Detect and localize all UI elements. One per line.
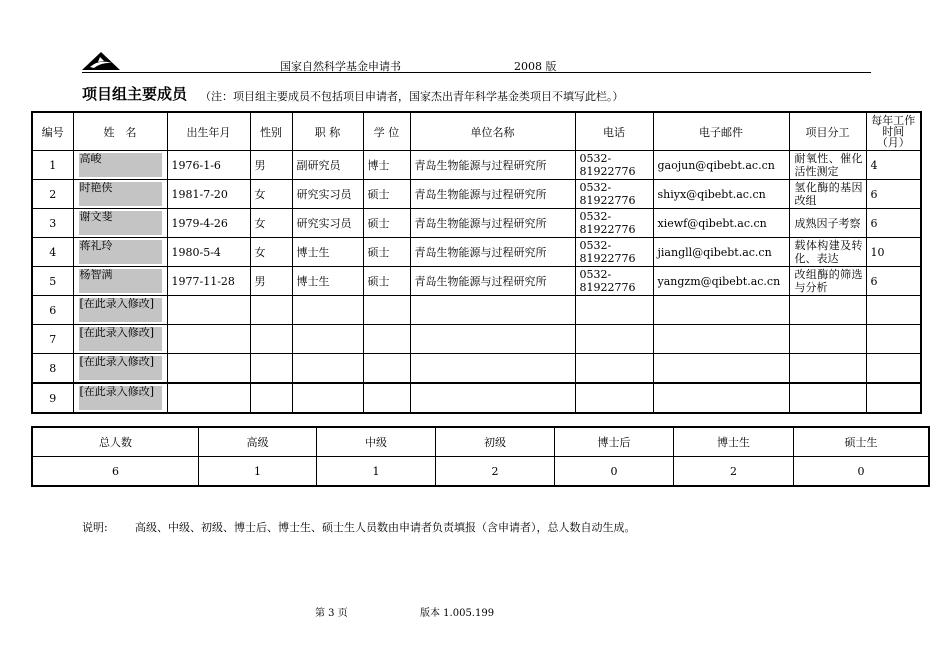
member-task: 成熟因子考察 bbox=[789, 209, 866, 238]
col-header-phone: 电话 bbox=[575, 112, 653, 151]
table-row bbox=[32, 354, 921, 384]
member-name-field[interactable]: 谢文斐 bbox=[79, 211, 162, 235]
member-no: 7 bbox=[32, 325, 73, 354]
member-unit: 青岛生物能源与过程研究所 bbox=[410, 180, 575, 209]
member-unit bbox=[410, 296, 575, 325]
summary-header-cell: 初级 bbox=[436, 427, 555, 457]
member-title bbox=[292, 383, 363, 413]
member-task bbox=[789, 325, 866, 354]
member-gender: 女 bbox=[250, 180, 292, 209]
member-months: 4 bbox=[866, 151, 921, 180]
member-task: 氢化酶的基因改组 bbox=[789, 180, 866, 209]
member-task: 耐氧性、催化活性测定 bbox=[789, 151, 866, 180]
member-name-cell bbox=[73, 209, 167, 238]
header-version: 2008 版 bbox=[514, 60, 557, 73]
footer-version: 版本 1.005.199 bbox=[420, 608, 495, 619]
summary-value-cell: 2 bbox=[674, 457, 794, 487]
member-unit: 青岛生物能源与过程研究所 bbox=[410, 238, 575, 267]
member-task bbox=[789, 296, 866, 325]
member-phone: 0532-81922776 bbox=[575, 209, 653, 238]
summary-value-cell: 0 bbox=[794, 457, 930, 487]
col-header-unit: 单位名称 bbox=[410, 112, 575, 151]
member-gender bbox=[250, 325, 292, 354]
member-name-cell bbox=[73, 180, 167, 209]
summary-value-cell: 0 bbox=[555, 457, 674, 487]
member-birth bbox=[167, 383, 250, 413]
member-email: yangzm@qibebt.ac.cn bbox=[653, 267, 789, 296]
summary-value-cell: 1 bbox=[199, 457, 317, 487]
table-row bbox=[32, 325, 921, 354]
member-no: 2 bbox=[32, 180, 73, 209]
member-email bbox=[653, 383, 789, 413]
section-title: 项目组主要成员 bbox=[82, 85, 188, 103]
member-unit bbox=[410, 354, 575, 384]
member-no: 1 bbox=[32, 151, 73, 180]
member-title bbox=[292, 325, 363, 354]
col-header-title: 职 称 bbox=[292, 112, 363, 151]
member-unit: 青岛生物能源与过程研究所 bbox=[410, 151, 575, 180]
member-phone bbox=[575, 325, 653, 354]
member-no: 3 bbox=[32, 209, 73, 238]
member-unit: 青岛生物能源与过程研究所 bbox=[410, 267, 575, 296]
member-name-field[interactable]: [在此录入修改] bbox=[79, 386, 162, 410]
member-months: 6 bbox=[866, 267, 921, 296]
col-header-no: 编号 bbox=[32, 112, 73, 151]
member-months: 6 bbox=[866, 180, 921, 209]
member-name-cell bbox=[73, 151, 167, 180]
member-birth bbox=[167, 325, 250, 354]
member-title: 副研究员 bbox=[292, 151, 363, 180]
member-title: 博士生 bbox=[292, 238, 363, 267]
member-gender: 男 bbox=[250, 151, 292, 180]
member-name-cell bbox=[73, 354, 167, 384]
member-unit bbox=[410, 325, 575, 354]
member-months: 10 bbox=[866, 238, 921, 267]
member-email bbox=[653, 354, 789, 384]
member-degree: 博士 bbox=[363, 151, 410, 180]
member-name-cell bbox=[73, 325, 167, 354]
member-name-field[interactable]: [在此录入修改] bbox=[79, 327, 162, 351]
table-row bbox=[32, 151, 921, 180]
member-name-field[interactable]: 蒋礼玲 bbox=[79, 240, 162, 264]
member-months bbox=[866, 383, 921, 413]
member-task bbox=[789, 383, 866, 413]
member-gender: 女 bbox=[250, 209, 292, 238]
col-header-birth: 出生年月 bbox=[167, 112, 250, 151]
member-title: 研究实习员 bbox=[292, 209, 363, 238]
member-degree: 硕士 bbox=[363, 209, 410, 238]
member-gender bbox=[250, 383, 292, 413]
member-months: 6 bbox=[866, 209, 921, 238]
col-header-degree: 学 位 bbox=[363, 112, 410, 151]
member-months bbox=[866, 296, 921, 325]
member-phone bbox=[575, 383, 653, 413]
member-months bbox=[866, 354, 921, 384]
member-gender bbox=[250, 296, 292, 325]
table-row bbox=[32, 180, 921, 209]
member-degree: 硕士 bbox=[363, 238, 410, 267]
table-row bbox=[32, 238, 921, 267]
summary-header-cell: 硕士生 bbox=[794, 427, 930, 457]
member-task bbox=[789, 354, 866, 384]
col-header-name: 姓 名 bbox=[73, 112, 167, 151]
summary-value-cell: 1 bbox=[317, 457, 436, 487]
member-name-field[interactable]: [在此录入修改] bbox=[79, 298, 162, 322]
member-title bbox=[292, 354, 363, 384]
footer-page-number: 第 3 页 bbox=[315, 608, 348, 619]
member-birth: 1980-5-4 bbox=[167, 238, 250, 267]
member-task: 载体构建及转化、表达 bbox=[789, 238, 866, 267]
section-note: （注：项目组主要成员不包括项目申请者，国家杰出青年科学基金类项目不填写此栏。） bbox=[200, 90, 624, 103]
member-gender bbox=[250, 354, 292, 384]
member-no: 8 bbox=[32, 354, 73, 384]
member-phone bbox=[575, 296, 653, 325]
note-text: 高级、中级、初级、博士后、博士生、硕士生人员数由申请者负责填报（含申请者），总人数自动生成。 bbox=[135, 521, 636, 534]
member-name-cell bbox=[73, 267, 167, 296]
member-birth bbox=[167, 354, 250, 384]
member-degree bbox=[363, 354, 410, 384]
member-unit: 青岛生物能源与过程研究所 bbox=[410, 209, 575, 238]
member-degree: 硕士 bbox=[363, 267, 410, 296]
member-name-field[interactable]: 时艳侠 bbox=[79, 182, 162, 206]
summary-header-row bbox=[32, 427, 929, 457]
member-email bbox=[653, 296, 789, 325]
nsfc-logo-icon bbox=[82, 50, 120, 72]
member-name-cell bbox=[73, 296, 167, 325]
table-row bbox=[32, 267, 921, 296]
summary-header-cell: 博士后 bbox=[555, 427, 674, 457]
summary-header-cell: 博士生 bbox=[674, 427, 794, 457]
member-email: gaojun@qibebt.ac.cn bbox=[653, 151, 789, 180]
member-months bbox=[866, 325, 921, 354]
member-birth: 1976-1-6 bbox=[167, 151, 250, 180]
table-row bbox=[32, 209, 921, 238]
member-title: 研究实习员 bbox=[292, 180, 363, 209]
member-birth: 1981-7-20 bbox=[167, 180, 250, 209]
member-email: jiangll@qibebt.ac.cn bbox=[653, 238, 789, 267]
summary-header-cell: 中级 bbox=[317, 427, 436, 457]
header-title: 国家自然科学基金申请书 bbox=[280, 60, 401, 73]
summary-header-cell: 高级 bbox=[199, 427, 317, 457]
summary-value-cell: 6 bbox=[32, 457, 199, 487]
summary-value-row bbox=[32, 457, 929, 487]
member-name-field[interactable]: 杨智满 bbox=[79, 269, 162, 293]
member-name-cell bbox=[73, 383, 167, 413]
member-degree bbox=[363, 383, 410, 413]
summary-value-cell: 2 bbox=[436, 457, 555, 487]
member-degree: 硕士 bbox=[363, 180, 410, 209]
col-header-gender: 性别 bbox=[250, 112, 292, 151]
member-no: 9 bbox=[32, 383, 73, 413]
member-no: 6 bbox=[32, 296, 73, 325]
member-name-field[interactable]: 高峻 bbox=[79, 153, 162, 177]
header-divider bbox=[82, 72, 871, 73]
member-title: 博士生 bbox=[292, 267, 363, 296]
col-header-months: 每年工作时间（月） bbox=[866, 112, 921, 151]
members-table bbox=[31, 111, 922, 414]
member-phone: 0532-81922776 bbox=[575, 180, 653, 209]
member-phone: 0532-81922776 bbox=[575, 151, 653, 180]
member-birth: 1979-4-26 bbox=[167, 209, 250, 238]
member-birth: 1977-11-28 bbox=[167, 267, 250, 296]
member-phone: 0532-81922776 bbox=[575, 267, 653, 296]
table-row bbox=[32, 383, 921, 413]
col-header-task: 项目分工 bbox=[789, 112, 866, 151]
member-name-cell bbox=[73, 238, 167, 267]
member-email: shiyx@qibebt.ac.cn bbox=[653, 180, 789, 209]
members-header-row bbox=[32, 112, 921, 151]
summary-header-cell: 总人数 bbox=[32, 427, 199, 457]
summary-table bbox=[31, 426, 930, 487]
member-email bbox=[653, 325, 789, 354]
member-birth bbox=[167, 296, 250, 325]
member-phone bbox=[575, 354, 653, 384]
member-title bbox=[292, 296, 363, 325]
member-email: xiewf@qibebt.ac.cn bbox=[653, 209, 789, 238]
member-gender: 女 bbox=[250, 238, 292, 267]
member-no: 4 bbox=[32, 238, 73, 267]
member-unit bbox=[410, 383, 575, 413]
col-header-email: 电子邮件 bbox=[653, 112, 789, 151]
member-degree bbox=[363, 325, 410, 354]
member-no: 5 bbox=[32, 267, 73, 296]
member-name-field[interactable]: [在此录入修改] bbox=[79, 356, 162, 380]
member-task: 改组酶的筛选与分析 bbox=[789, 267, 866, 296]
member-degree bbox=[363, 296, 410, 325]
note-label: 说明: bbox=[82, 521, 108, 534]
table-row bbox=[32, 296, 921, 325]
member-phone: 0532-81922776 bbox=[575, 238, 653, 267]
member-gender: 男 bbox=[250, 267, 292, 296]
